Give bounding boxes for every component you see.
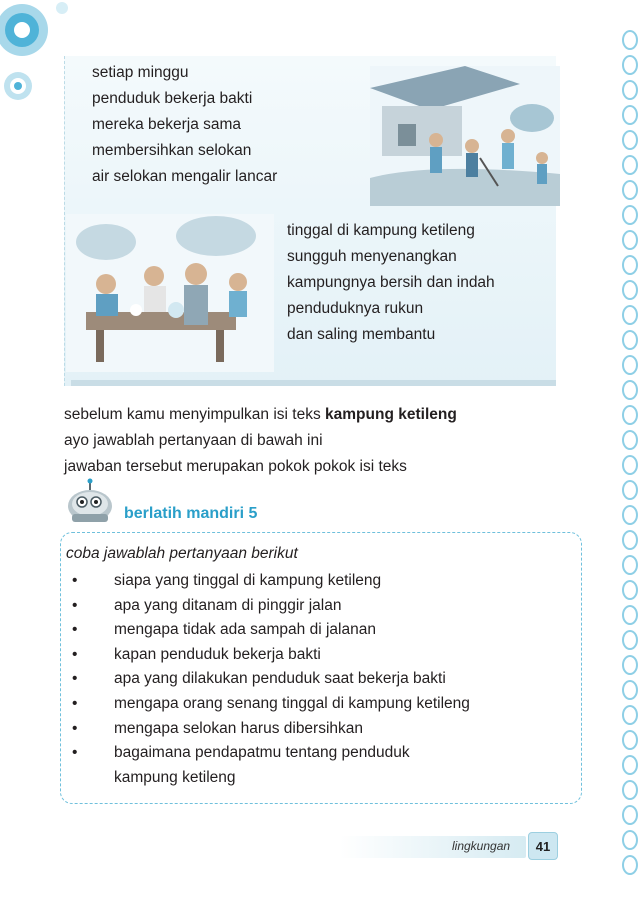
binding-ring [623,431,637,449]
poem-line: mereka bekerja sama [92,116,242,133]
question-text: siapa yang tinggal di kampung ketileng [114,572,382,589]
binding-ring [623,281,637,299]
question-list [66,569,470,790]
instruction-line-3: jawaban tersebut merupakan pokok pokok isi teks [64,458,407,475]
binding-ring [623,656,637,674]
binding-ring [623,606,637,624]
instruction-line-2: ayo jawablah pertanyaan di bawah ini [64,432,323,449]
binding-ring [623,631,637,649]
list-item [66,643,470,668]
binding-ring [623,131,637,149]
list-item-continuation [66,766,470,791]
poem-line: sungguh menyenangkan [287,248,457,265]
binding-ring [623,306,637,324]
question-text: kampung ketileng [114,768,236,786]
poem-line: setiap minggu [92,64,189,81]
footer-chapter-label: lingkungan [452,839,511,853]
list-item [66,741,470,766]
instruction-line-1 [64,402,457,428]
binding-ring [623,756,637,774]
binding-ring [623,681,637,699]
binding-ring [623,156,637,174]
list-item [66,618,470,643]
bullet: • [72,572,78,589]
list-item [66,594,470,619]
poem-line: tinggal di kampung ketileng [287,222,475,239]
question-text: kapan penduduk bekerja bakti [114,645,321,663]
page-number: 41 [528,832,558,860]
binding-ring [623,381,637,399]
list-item [66,717,470,742]
question-text: apa yang dilakukan penduduk saat bekerja bakti [114,670,446,688]
binding-ring [623,81,637,99]
poem-verse-2 [287,218,495,348]
bullet: • [72,694,78,712]
binding-ring [623,581,637,599]
exercise-intro: coba jawablah pertanyaan berikut [66,545,298,562]
question-text: mengapa tidak ada sampah di jalanan [114,621,376,639]
poem-verse-1 [92,60,277,190]
poem-line: penduduknya rukun [287,300,424,317]
poem-line: membersihkan selokan [92,142,252,159]
binding-ring [623,781,637,799]
binding-ring [623,106,637,124]
bullet: • [72,670,78,688]
binding-rings [616,0,638,898]
bullet: • [72,596,78,614]
binding-ring [623,206,637,224]
binding-ring [623,331,637,349]
poem-line: air selokan mengalir lancar [92,168,278,185]
binding-ring [623,231,637,249]
binding-ring [623,531,637,549]
binding-ring [623,831,637,849]
bullet: • [72,719,78,737]
binding-ring [623,356,637,374]
bullet: • [72,645,78,663]
binding-ring [623,56,637,74]
exercise-title: berlatih mandiri 5 [124,505,258,522]
question-text: apa yang ditanam di pinggir jalan [114,596,342,614]
binding-ring [623,256,637,274]
binding-ring [623,806,637,824]
binding-ring [623,181,637,199]
question-text: mengapa selokan harus dibersihkan [114,719,364,737]
list-item [66,667,470,692]
poem-line: dan saling membantu [287,326,436,343]
question-text: mengapa orang senang tinggal di kampung ketileng [114,694,470,712]
list-item [66,692,470,717]
binding-ring [623,31,637,49]
binding-ring [623,556,637,574]
work-together-illustration [370,66,560,206]
binding-ring [623,506,637,524]
text-title-bold: kampung ketileng [325,406,457,423]
bullet: • [72,621,78,639]
binding-ring [623,481,637,499]
question-text: bagaimana pendapatmu tentang penduduk [114,744,410,762]
robot-mascot-icon [60,478,120,528]
community-gathering-illustration [66,214,274,372]
binding-ring [623,456,637,474]
poem-line: penduduk bekerja bakti [92,90,253,107]
binding-ring [623,731,637,749]
list-item [66,569,470,594]
instruction-paragraph [64,402,457,480]
binding-ring [623,856,637,874]
poem-line: kampungnya bersih dan indah [287,274,495,291]
binding-ring [623,406,637,424]
bullet: • [72,744,78,762]
binding-ring [623,706,637,724]
panel-shadow [71,380,556,386]
instruction-text: sebelum kamu menyimpulkan isi teks [64,406,326,423]
